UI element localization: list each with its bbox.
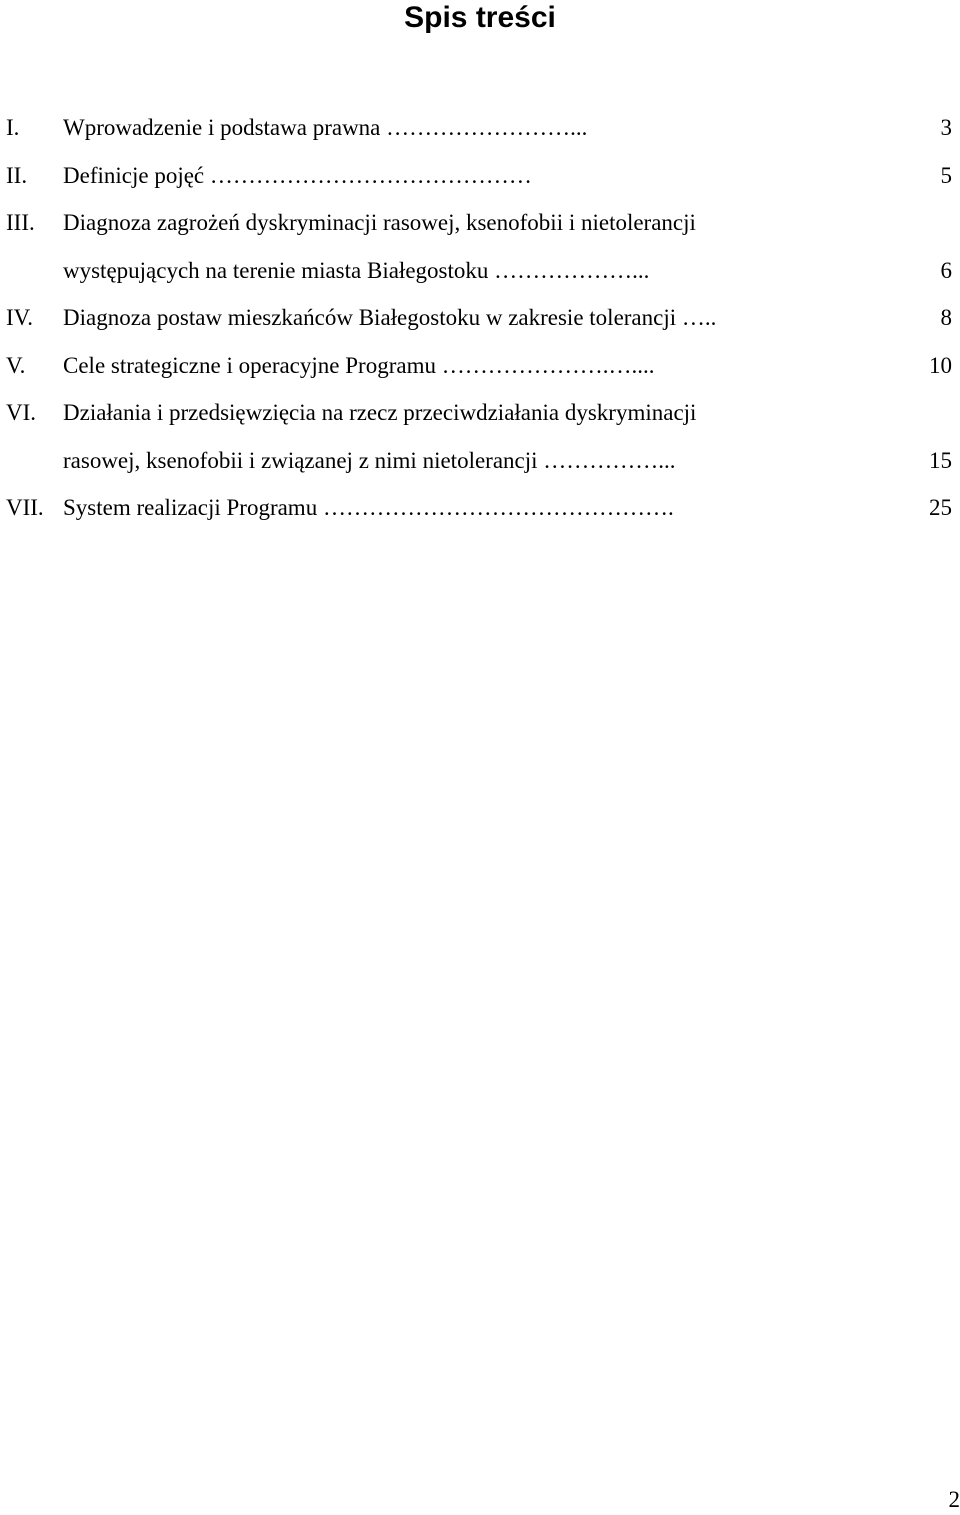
toc-entry-title: Cele strategiczne i operacyjne Programu ………………….…....	[63, 352, 655, 378]
toc-entry-number: II.	[6, 162, 28, 188]
toc-entry-page: 3	[940, 115, 952, 140]
toc-entry-page: 6	[940, 257, 952, 283]
toc-entry-vi[interactable]	[6, 393, 952, 488]
toc-entry-title: Działania i przedsięwzięcia na rzecz przeciwdziałania dyskryminacji	[63, 400, 697, 425]
toc-entry-title: Diagnoza zagrożeń dyskryminacji rasowej, ksenofobii i nietolerancji	[63, 210, 696, 235]
toc-entry-ii[interactable]	[6, 156, 952, 204]
toc-entry-iv[interactable]	[6, 298, 952, 346]
toc-entry-iii[interactable]	[6, 203, 952, 298]
toc-entry-number: IV.	[6, 305, 34, 330]
toc-entry-vii[interactable]	[6, 488, 952, 536]
toc-entry-i[interactable]	[6, 108, 952, 156]
toc-entry-v[interactable]	[6, 346, 952, 394]
toc-entry-page: 15	[929, 447, 952, 473]
toc-entry-number: III.	[6, 210, 35, 235]
toc-entry-title: Diagnoza postaw mieszkańców Białegostoku w zakresie tolerancji …..	[63, 305, 717, 330]
toc-entry-number: V.	[6, 352, 26, 378]
toc-entry-number: I.	[6, 115, 20, 140]
toc-entry-title: Definicje pojęć ……………………………………	[63, 162, 532, 188]
toc-entry-number: VI.	[6, 400, 37, 425]
toc-entry-page: 5	[940, 162, 952, 188]
table-of-contents	[6, 108, 952, 536]
toc-entry-page: 8	[940, 305, 952, 330]
page-title: Spis treści	[404, 1, 556, 34]
toc-entry-page: 10	[929, 352, 952, 378]
toc-entry-title-continued: występujących na terenie miasta Białegostoku ………………...	[63, 257, 650, 283]
page-number: 2	[948, 1487, 960, 1512]
toc-entry-number: VII.	[6, 495, 44, 520]
toc-entry-page: 25	[929, 495, 952, 520]
toc-entry-title: Wprowadzenie i podstawa prawna ……………………...	[63, 115, 588, 140]
toc-entry-title: System realizacji Programu ……………………………………….	[63, 495, 674, 520]
toc-entry-title-continued: rasowej, ksenofobii i związanej z nimi nietolerancji ……………...	[63, 447, 676, 473]
